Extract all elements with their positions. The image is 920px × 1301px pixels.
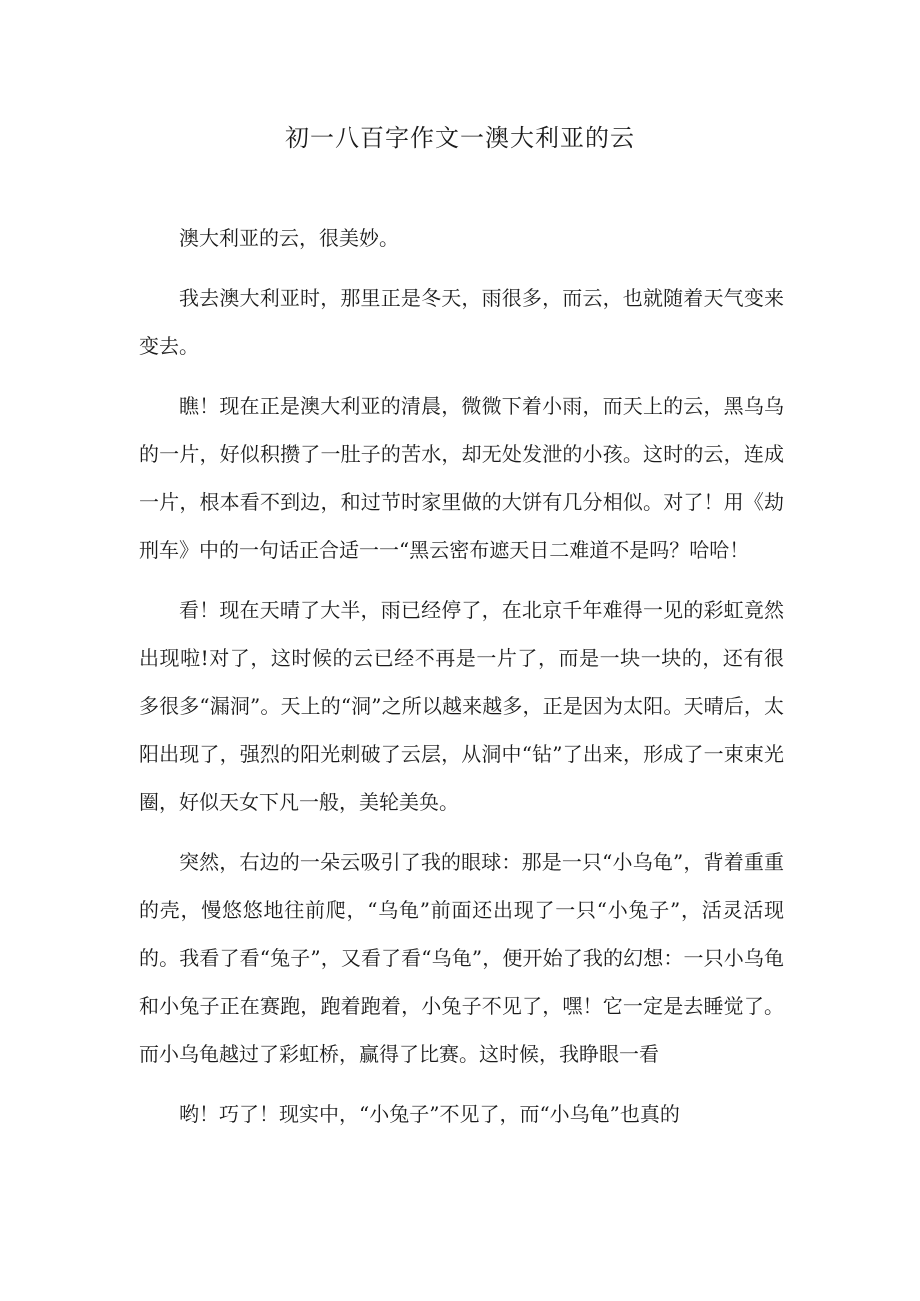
paragraph: 哟！巧了！现实中，“小兔子”不见了，而“小乌龟”也真的	[179, 1102, 680, 1126]
paragraph: 瞧！现在正是澳大利亚的清晨，微微下着小雨，而天上的云，黑乌乌的一片，好似积攒了一肚子的苦水，却无处发泄的小孩。这时的云，连成一片，根本看不到边，和过节时家里做的大饼有几分相似。对了！用《劫刑车》中的一句话正合适一一“黑云密布遮天日二难道不是吗？哈哈！	[139, 394, 784, 562]
document-title: 初一八百字作文一澳大利亚的云	[285, 124, 635, 152]
paragraph: 突然，右边的一朵云吸引了我的眼球：那是一只“小乌龟”，背着重重的壳，慢悠悠地往前爬，“乌龟”前面还出现了一只“小兔子”，活灵活现的。我看了看“兔子”，又看了看“乌龟”，便开始了我的幻想：一只小乌龟和小兔子正在赛跑，跑着跑着，小兔子不见了，嘿！它一定是去睡觉了。而小乌龟越过了彩虹桥，赢得了比赛。这时候，我睁眼一看	[139, 850, 784, 1066]
document-body	[139, 214, 784, 1150]
paragraph: 澳大利亚的云，很美妙。	[179, 226, 399, 250]
paragraph: 我去澳大利亚时，那里正是冬天，雨很多，而云，也就随着天气变来变去。	[139, 286, 784, 358]
paragraph: 看！现在天晴了大半，雨已经停了，在北京千年难得一见的彩虹竟然出现啦!对了，这时候的云已经不再是一片了，而是一块一块的，还有很多很多“漏洞”。天上的“洞”之所以越来越多，正是因为太阳。天晴后，太阳出现了，强烈的阳光刺破了云层，从洞中“钻”了出来，形成了一束束光圈，好似天女下凡一般，美轮美奂。	[139, 598, 784, 814]
